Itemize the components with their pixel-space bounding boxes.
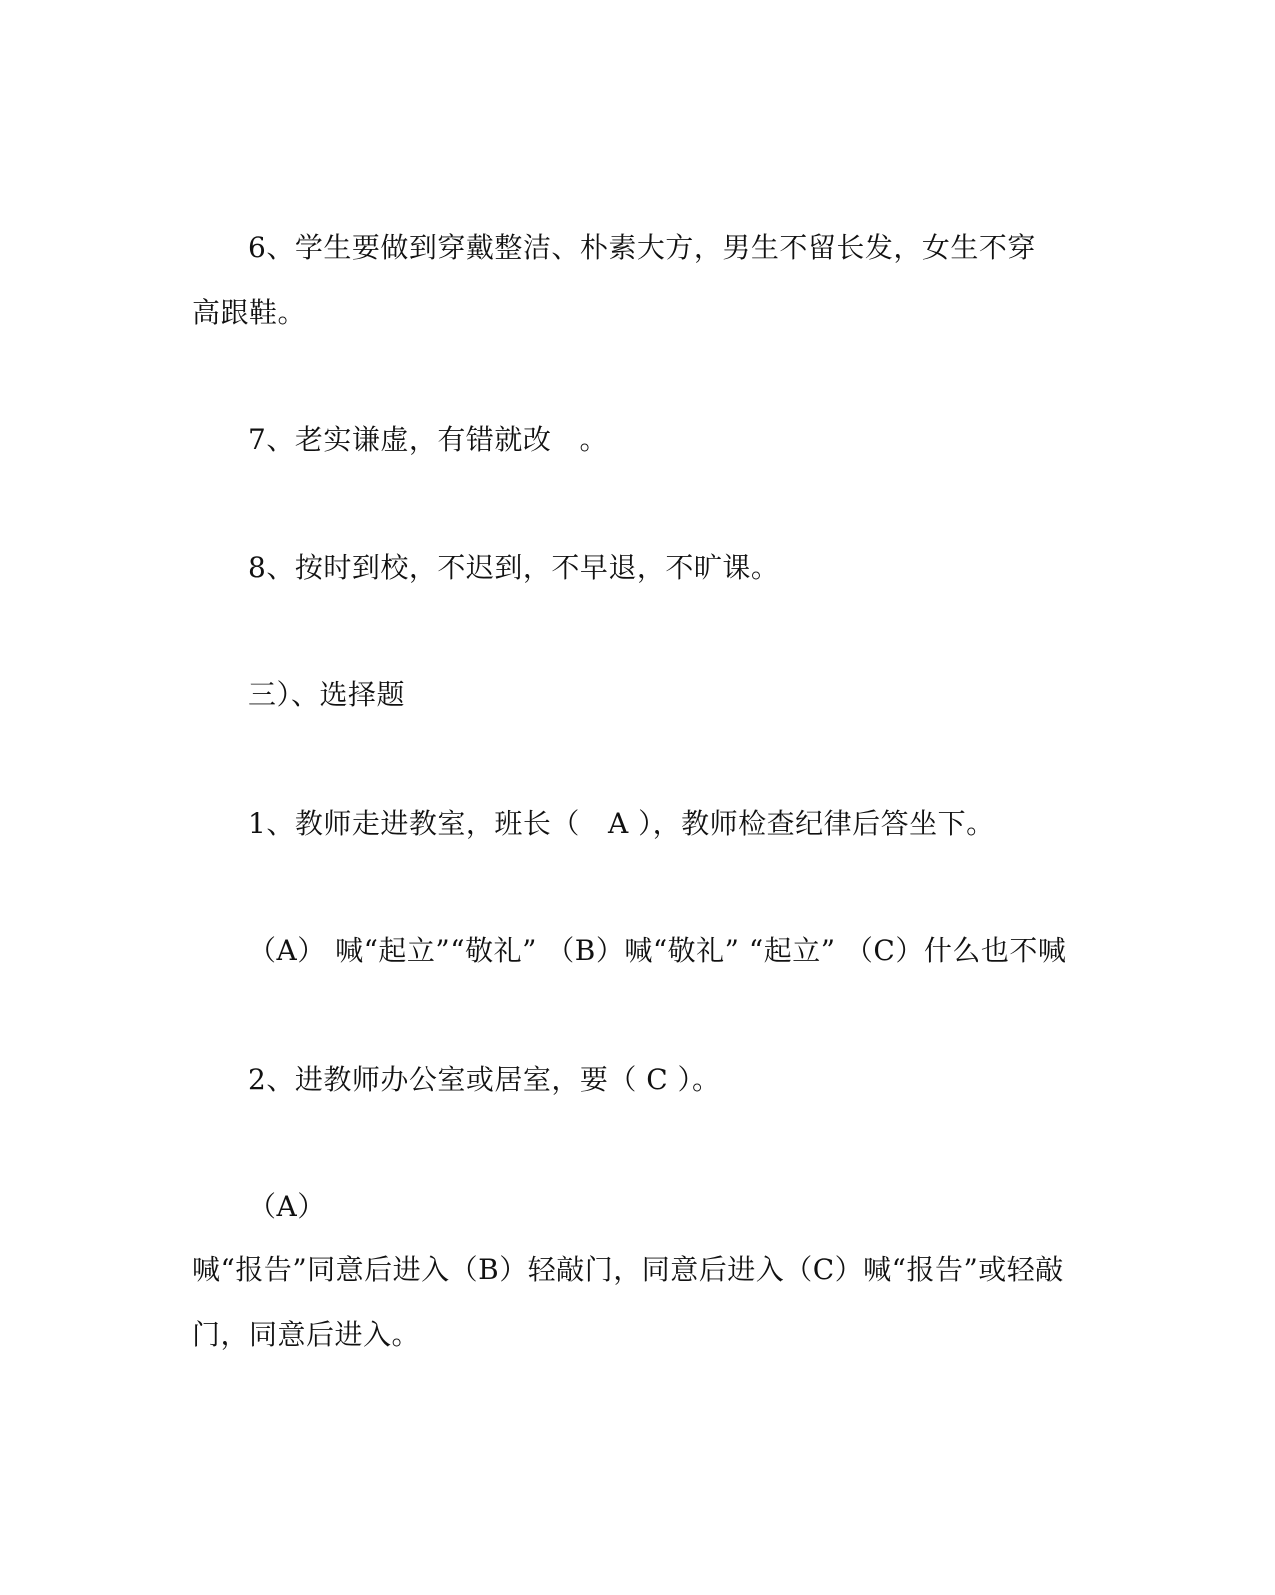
question-2: 2、进教师办公室或居室，要（ C ）。	[248, 1063, 721, 1096]
question-1-options: （A） 喊“起立”“敬礼” （B）喊“敬礼” “起立” （C）什么也不喊	[248, 934, 1067, 967]
section-heading-choice: 三）、选择题	[248, 678, 406, 711]
question-2-options: 喊“报告”同意后进入（B）轻敲门，同意后进入（C）喊“报告”或轻敲	[192, 1253, 1064, 1286]
item-8: 8、按时到校，不迟到，不早退，不旷课。	[248, 551, 780, 584]
question-2-options-continued: 门，同意后进入。	[192, 1318, 421, 1351]
question-1: 1、教师走进教室，班长（ A ），教师检查纪律后答坐下。	[248, 807, 995, 840]
item-7: 7、老实谦虚，有错就改 。	[248, 423, 609, 456]
item-6-line-2: 高跟鞋。	[192, 296, 307, 329]
question-2-option-a-label: （A）	[248, 1190, 326, 1223]
item-6-line-1: 6、学生要做到穿戴整洁、朴素大方，男生不留长发，女生不穿	[248, 231, 1036, 264]
